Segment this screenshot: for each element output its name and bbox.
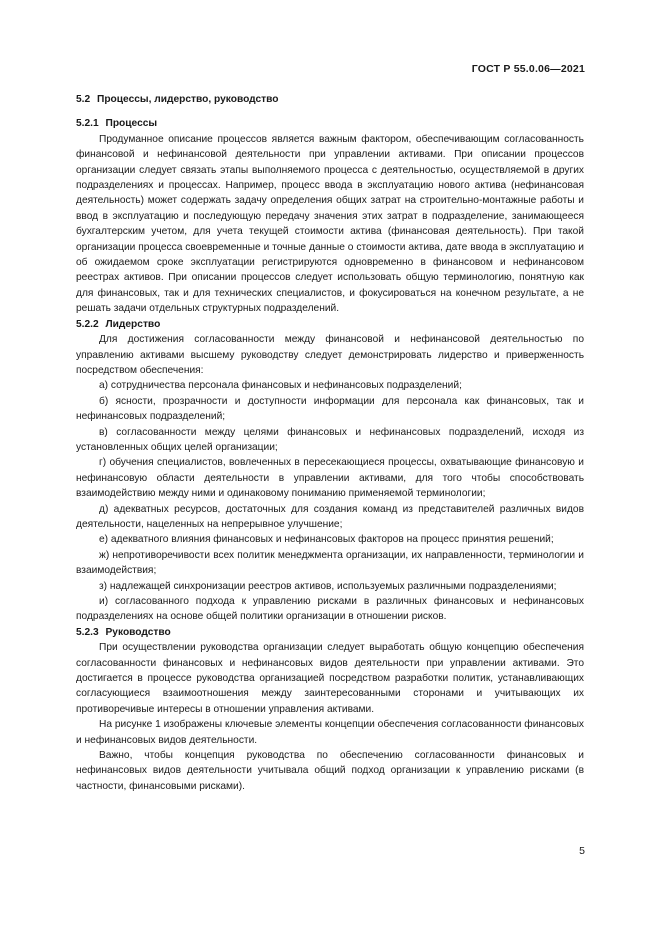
- paragraph: Продуманное описание процессов является важным фактором, обеспечивающим согласованность финансовой и нефинансовой деятельности при управлении активами. При описании процессов организации следует связать этапы выполняемого процесса с деятельностью, осуществляемой в других подразделениях и процессах. Например, процесс ввода в эксплуатацию нового актива (нефинансовая деятельность) может содержать задачу определения общих затрат на строительно-монтажные работы и ввод в эксплуатацию и последующую передачу значения этих затрат в подразделение, занимающееся бухгалтерским учетом, для учета текущей стоимости актива (финансовая деятельность). При такой организации процесса своевременные и точные данные о стоимости актива, дате ввода в эксплуатацию и об ожидаемом сроке эксплуатации регистрируются одновременно в финансовом и нефинансовом реестрах активов. При описании процессов следует использовать общую терминологию, понятную как для финансовых, так и для технических специалистов, и фокусироваться на конечном результате, а не решать задачи отдельных структурных подразделений.: [76, 133, 584, 315]
- paragraph: Для достижения согласованности между финансовой и нефинансовой деятельностью по управлению активами высшему руководству следует демонстрировать лидерство и приверженность посредством обеспечения:: [76, 334, 584, 376]
- list-item: б) ясности, прозрачности и доступности информации для персонала как финансовых, так и нефинансовых подразделений;: [76, 395, 584, 423]
- page-number: 5: [579, 845, 585, 857]
- paragraph: На рисунке 1 изображены ключевые элементы концепции обеспечения согласованности финансовых и нефинансовых видов деятельности.: [76, 719, 584, 746]
- list-item: е) адекватного влияния финансовых и нефинансовых факторов на процесс принятия решений;: [99, 534, 554, 546]
- subsection-title: Руководство: [105, 626, 171, 638]
- section-title: Процессы, лидерство, руководство: [97, 94, 279, 105]
- subsection-heading-governance: [76, 625, 584, 640]
- section-number: 5.2: [76, 94, 91, 105]
- section-heading: [76, 92, 584, 107]
- subsection-number: 5.2.3: [76, 626, 99, 638]
- list-item: и) согласованного подхода к управлению рисками в различных финансовых и нефинансовых подразделениях на основе общей политики организации в отношении рисков.: [76, 596, 584, 623]
- subsection-title: Лидерство: [105, 318, 161, 330]
- list-item: г) обучения специалистов, вовлеченных в пересекающиеся процессы, охватывающие финансовую и нефинансовую области деятельности в управлении активами, для того чтобы способствовать взаимодействию между ними и одинаковому пониманию применяемой терминологии;: [76, 457, 584, 500]
- list-item: а) сотрудничества персонала финансовых и нефинансовых подразделений;: [99, 380, 462, 392]
- subsection-heading-leadership: [76, 317, 584, 332]
- page-content: [76, 92, 584, 794]
- subsection-title: Процессы: [105, 118, 158, 130]
- subsection-number: 5.2.2: [76, 318, 99, 330]
- list-item: ж) непротиворечивости всех политик менеджмента организации, их направленности, терминологии и взаимодействия;: [76, 549, 584, 577]
- list-item: з) надлежащей синхронизации реестров активов, используемых различными подразделениями;: [99, 580, 557, 592]
- paragraph: При осуществлении руководства организации следует выработать общую концепцию обеспечения согласованности финансовых и нефинансовых видов деятельности при управлении активами. Это достигается в процессе руководства организацией посредством разработки политик, устанавливающих согласующиеся взаимоотношения между заинтересованными сторонами и учитывающих их противоречивые интересы в отношении управления активами.: [76, 642, 584, 715]
- list-item: д) адекватных ресурсов, достаточных для создания команд из представителей различных видов деятельности, нацеленных на непрерывное улучшение;: [76, 503, 584, 530]
- standard-id: ГОСТ Р 55.0.06—2021: [471, 63, 585, 75]
- paragraph: Важно, чтобы концепция руководства по обеспечению согласованности финансовых и нефинансовых видов деятельности учитывала общий подход организации к управлению рисками (в частности, финансовыми рисками).: [76, 750, 584, 792]
- subsection-heading-processes: [76, 116, 584, 131]
- list-item: в) согласованности между целями финансовых и нефинансовых подразделений, исходя из установленных общих целей организации;: [76, 426, 584, 453]
- subsection-number: 5.2.1: [76, 118, 99, 130]
